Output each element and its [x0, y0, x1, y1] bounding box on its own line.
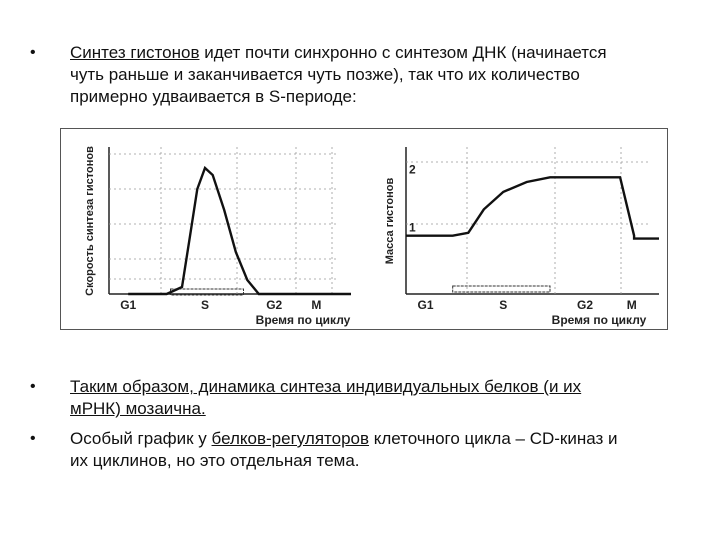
bullet-3-pre: Особый график у — [70, 429, 212, 448]
bullet-1-line3: примерно удваивается в S-периоде: — [70, 87, 357, 106]
chart2-tick-m: M — [626, 298, 637, 312]
chart2-xlabel: Время по циклу — [551, 313, 647, 327]
chart-histone-mass — [384, 147, 659, 327]
histone-figure — [60, 128, 668, 330]
regulators-link[interactable]: белков-регуляторов — [211, 429, 370, 448]
chart1-xlabel: Время по циклу — [255, 313, 351, 327]
chart1-tick-g2: G2 — [266, 298, 283, 312]
bullet-1-text — [70, 42, 670, 108]
chart2-tick-g1: G1 — [417, 298, 434, 312]
bullet-dot: • — [30, 378, 36, 395]
bullet-1-line2: чуть раньше и заканчивается чуть позже), так что их количество — [70, 65, 580, 84]
chart1-ylabel: Скорость синтеза гистонов — [84, 146, 96, 296]
chart1-tick-s: S — [200, 298, 210, 312]
bullet-3-line2: их циклинов, но это отдельная тема. — [70, 451, 360, 470]
bullet-1-underlined: Синтез гистонов — [70, 43, 200, 62]
chart2-ytick-2: 2 — [409, 162, 416, 177]
bullet-3-text — [70, 428, 670, 472]
bullet-3-post: клеточного цикла – CD-киназ и — [369, 429, 618, 448]
chart1-tick-m: M — [311, 298, 322, 312]
chart1-synthesis-curve — [128, 168, 351, 294]
chart2-ylabel: Масса гистонов — [384, 177, 396, 265]
chart1-tick-g1: G1 — [120, 298, 137, 312]
chart2-ytick-1: 1 — [409, 220, 416, 235]
bullet-2-line2: мРНК) мозаична. — [70, 399, 206, 418]
bullet-dot: • — [30, 430, 36, 447]
chart2-tick-g2: G2 — [576, 298, 594, 312]
bullet-2-line1: Таким образом, динамика синтеза индивидуальных белков (и их — [70, 377, 582, 396]
bullet-dot: • — [30, 44, 36, 61]
chart2-tick-s: S — [499, 298, 508, 312]
chart-synthesis-rate — [84, 146, 351, 327]
bullet-2-text — [70, 376, 670, 420]
bullet-1-line1: идет почти синхронно с синтезом ДНК (начинается — [199, 43, 607, 62]
